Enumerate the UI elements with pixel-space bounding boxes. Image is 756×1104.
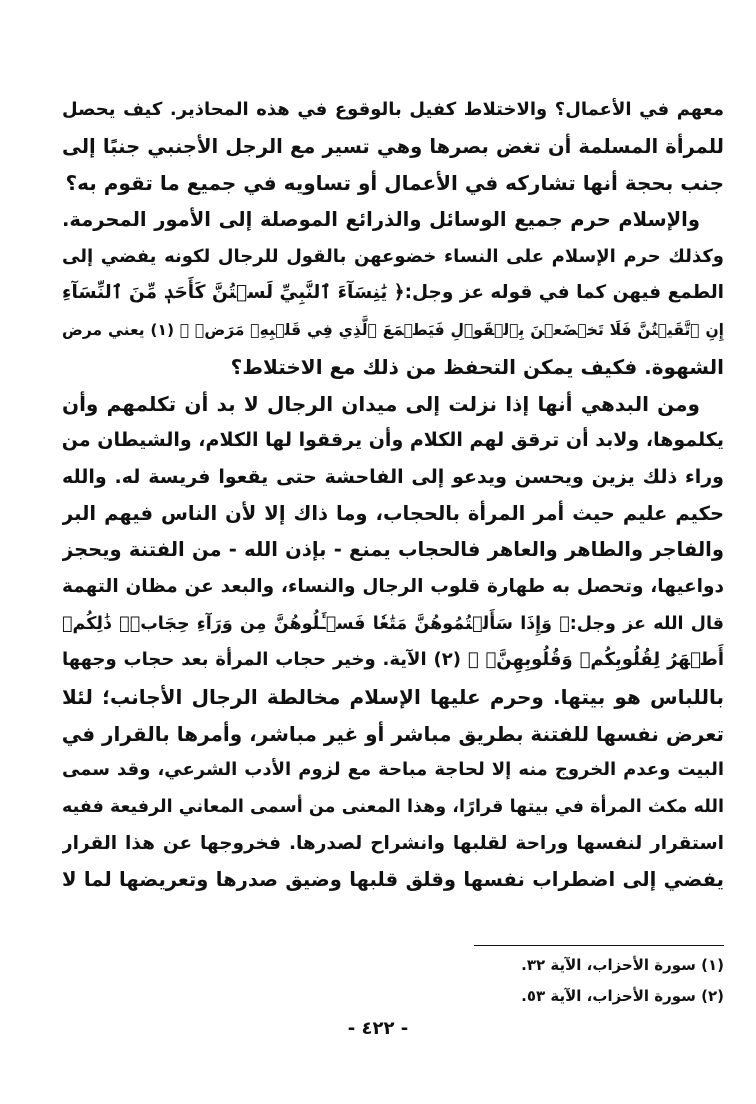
- text-line: البيت وعدم الخروج منه إلا لحاجة مباحة مع لزوم الأدب الشرعي، وقد سمى: [62, 759, 724, 781]
- text-line: معهم في الأعمال؟ والاختلاط كفيل بالوقوع في هذه المحاذير. كيف يحصل: [62, 99, 724, 120]
- text-line: ومن البدهي أنها إذا نزلت إلى ميدان الرجال لا بد أن تكلمهم وأن: [62, 391, 700, 416]
- text-line: الشهوة. فكيف يمكن التحفظ من ذلك مع الاختلاط؟: [230, 354, 724, 379]
- paragraph-2: [62, 202, 724, 385]
- text-line: تعرض نفسها للفتنة بطريق مباشر أو غير مباشر، وأمرها بالقرار في: [62, 721, 724, 746]
- footnote-2: (٢) سورة الأحزاب، الآية ٥٣.: [521, 987, 724, 1005]
- text-line: دواعيها، وتحصل به طهارة قلوب الرجال والنساء، والبعد عن مظان التهمة: [62, 575, 724, 597]
- text-line: جنب بحجة أنها تشاركه في الأعمال أو تساويه في جميع ما تقوم به؟: [65, 171, 724, 196]
- text-line: استقرار لنفسها وراحة لقلبها وانشراح لصدرها. فخروجها عن هذا القرار: [62, 832, 724, 854]
- text-line: والإسلام حرم جميع الوسائل والذرائع الموصلة إلى الأمور المحرمة.: [62, 208, 700, 232]
- paragraph-1: [62, 92, 724, 202]
- text-line: باللباس هو بيتها. وحرم عليها الإسلام مخالطة الرجال الأجانب؛ لئلا: [62, 685, 724, 709]
- text-line: وراء ذلك يزين ويحسن ويدعو إلى الفاحشة حتى يقعوا فريسة له. والله: [62, 465, 724, 488]
- text-line: يكلموها، ولابد أن ترقق لهم الكلام وأن يرققوا لها الكلام، والشيطان من: [62, 429, 724, 452]
- text-line: حكيم عليم حيث أمر المرأة بالحجاب، وما ذاك إلا لأن الناس فيهم البر: [62, 501, 724, 525]
- text-line: الله مكث المرأة في بيتها قرارًا، وهذا المعنى من أسمى المعاني الرفيعة ففيه: [62, 797, 724, 818]
- footnote-1: (١) سورة الأحزاب، الآية ٣٢.: [521, 956, 724, 974]
- text-line: للمرأة المسلمة أن تغض بصرها وهي تسير مع الرجل الأجنبي جنبًا إلى: [62, 134, 724, 158]
- footnote-separator: [474, 945, 724, 946]
- page-number: - ٤٢٢ -: [347, 1018, 409, 1039]
- paragraph-3: [62, 386, 724, 900]
- text-line-with-quran: الطمع فيهن كما في قوله عز وجل:﴿ يَٰنِسَآءَ ٱلنَّبِيِّ لَسۡتُنَّ كَأَحَدٖ مِّنَ ٱلنِّسَآءِ: [62, 282, 724, 304]
- text-line: والفاجر والطاهر والعاهر فالحجاب يمنع - بإذن الله - من الفتنة ويحجز: [62, 538, 724, 562]
- body-text: [62, 92, 724, 899]
- text-line-with-quran: قال الله عز وجل:﴿ وَإِذَا سَأَلۡتُمُوهُنَّ مَتَٰعٗا فَسۡـَٔلُوهُنَّ مِن وَرَآءِ حِجَابٖۚ ذَٰلِكُمۡ: [62, 613, 724, 634]
- text-line: يفضي إلى اضطراب نفسها وقلق قلبها وضيق صدرها وتعريضها لما لا: [62, 868, 724, 892]
- text-line: وكذلك حرم الإسلام على النساء خضوعهن بالقول للرجال لكونه يفضي إلى: [62, 245, 724, 267]
- text-line-with-quran: أَطۡهَرُ لِقُلُوبِكُمۡ وَقُلُوبِهِنَّۚ ﴾ (٢) الآية. وخير حجاب المرأة بعد حجاب وجهها: [62, 649, 724, 671]
- text-line-with-quran: إِنِ ٱتَّقَيۡتُنَّ فَلَا تَخۡضَعۡنَ بِٱلۡقَوۡلِ فَيَطۡمَعَ ٱلَّذِي فِي قَلۡبِهِۦ مَرَضٞ ﴾ (١) يعني مرض: [62, 321, 724, 340]
